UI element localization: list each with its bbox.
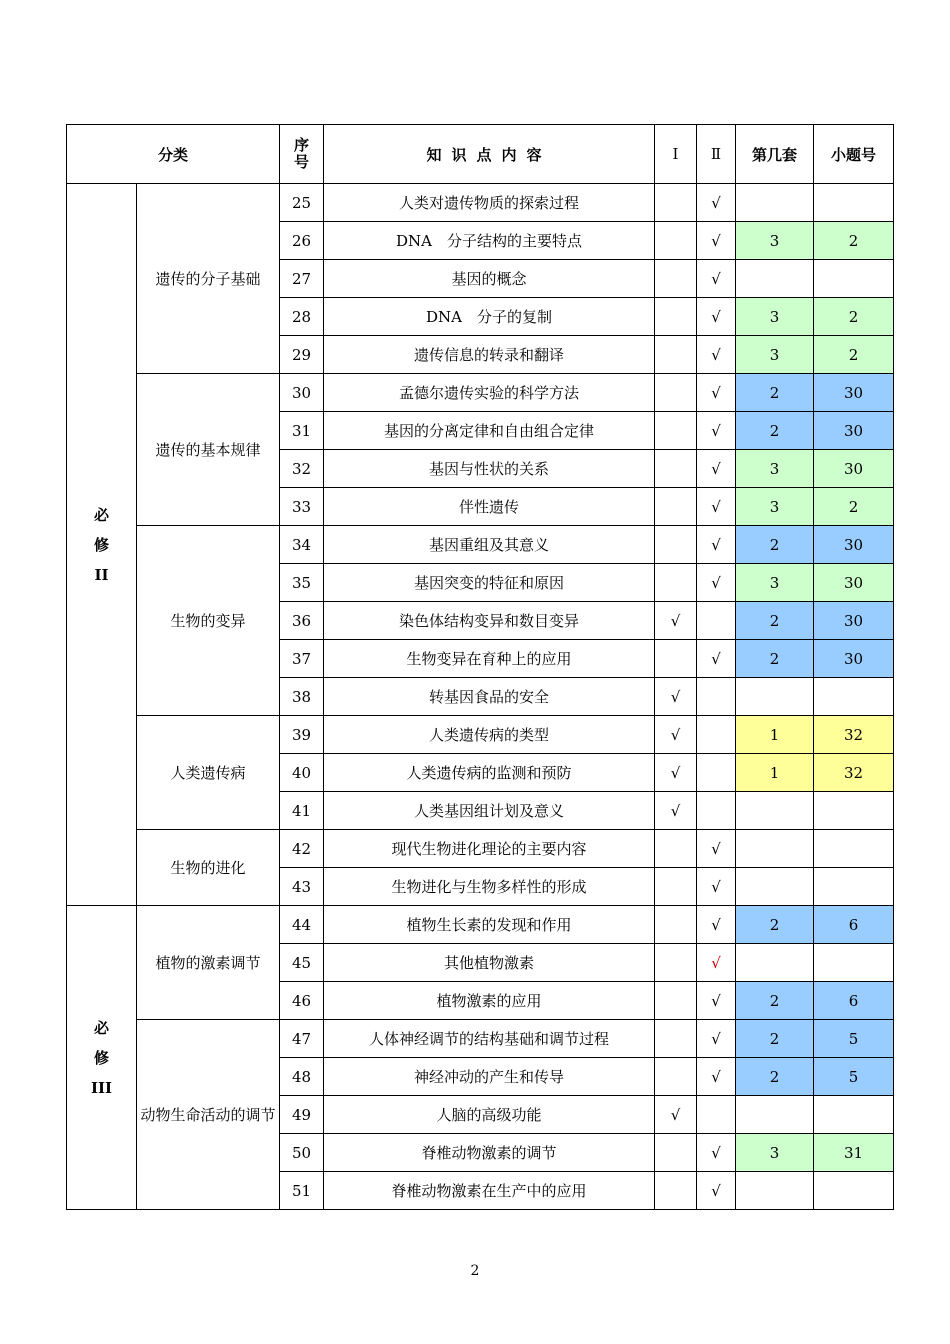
level1-cell: √ xyxy=(655,602,697,640)
question-cell xyxy=(814,260,894,298)
level1-cell xyxy=(655,944,697,982)
level2-cell: √ xyxy=(697,1020,736,1058)
level2-cell: √ xyxy=(697,982,736,1020)
set-cell: 1 xyxy=(736,716,814,754)
level2-cell: √ xyxy=(697,1058,736,1096)
question-cell xyxy=(814,868,894,906)
level2-cell: √ xyxy=(697,640,736,678)
subgroup-label: 生物的进化 xyxy=(137,830,280,906)
level1-cell: √ xyxy=(655,716,697,754)
level2-cell: √ xyxy=(697,944,736,982)
set-cell xyxy=(736,1172,814,1210)
header-level1: Ⅰ xyxy=(655,125,697,184)
set-cell: 3 xyxy=(736,564,814,602)
header-seq: 序 号 xyxy=(280,125,324,184)
seq-cell: 46 xyxy=(280,982,324,1020)
seq-cell: 25 xyxy=(280,184,324,222)
set-cell: 3 xyxy=(736,298,814,336)
seq-cell: 39 xyxy=(280,716,324,754)
level2-cell: √ xyxy=(697,488,736,526)
group-label: 必 修 III xyxy=(67,906,137,1210)
table-row xyxy=(67,906,894,944)
seq-cell: 37 xyxy=(280,640,324,678)
content-cell: 人脑的高级功能 xyxy=(324,1096,655,1134)
content-cell: DNA 分子结构的主要特点 xyxy=(324,222,655,260)
seq-cell: 44 xyxy=(280,906,324,944)
question-cell: 30 xyxy=(814,412,894,450)
set-cell: 2 xyxy=(736,526,814,564)
content-cell: 基因重组及其意义 xyxy=(324,526,655,564)
header-question: 小题号 xyxy=(814,125,894,184)
set-cell: 3 xyxy=(736,336,814,374)
content-cell: 人类基因组计划及意义 xyxy=(324,792,655,830)
level1-cell xyxy=(655,640,697,678)
level1-cell xyxy=(655,1058,697,1096)
level1-cell xyxy=(655,868,697,906)
level2-cell xyxy=(697,754,736,792)
content-cell: 生物进化与生物多样性的形成 xyxy=(324,868,655,906)
level2-cell: √ xyxy=(697,868,736,906)
level1-cell xyxy=(655,412,697,450)
level1-cell xyxy=(655,1172,697,1210)
seq-cell: 41 xyxy=(280,792,324,830)
content-cell: 基因突变的特征和原因 xyxy=(324,564,655,602)
page-number: 2 xyxy=(470,1263,480,1279)
question-cell: 30 xyxy=(814,374,894,412)
content-cell: 遗传信息的转录和翻译 xyxy=(324,336,655,374)
table-row xyxy=(67,526,894,564)
content-cell: 生物变异在育种上的应用 xyxy=(324,640,655,678)
seq-cell: 31 xyxy=(280,412,324,450)
level2-cell: √ xyxy=(697,260,736,298)
table-body xyxy=(67,184,894,1210)
set-cell xyxy=(736,260,814,298)
question-cell xyxy=(814,944,894,982)
level1-cell xyxy=(655,982,697,1020)
question-cell: 30 xyxy=(814,564,894,602)
question-cell: 6 xyxy=(814,906,894,944)
level1-cell: √ xyxy=(655,1096,697,1134)
set-cell: 3 xyxy=(736,450,814,488)
level2-cell: √ xyxy=(697,450,736,488)
level1-cell xyxy=(655,336,697,374)
level1-cell xyxy=(655,830,697,868)
question-cell: 2 xyxy=(814,298,894,336)
table-row xyxy=(67,830,894,868)
question-cell xyxy=(814,184,894,222)
seq-cell: 35 xyxy=(280,564,324,602)
content-cell: DNA 分子的复制 xyxy=(324,298,655,336)
content-cell: 神经冲动的产生和传导 xyxy=(324,1058,655,1096)
set-cell: 2 xyxy=(736,412,814,450)
seq-cell: 34 xyxy=(280,526,324,564)
seq-cell: 51 xyxy=(280,1172,324,1210)
seq-cell: 45 xyxy=(280,944,324,982)
content-cell: 基因的概念 xyxy=(324,260,655,298)
level2-cell xyxy=(697,678,736,716)
question-cell: 5 xyxy=(814,1020,894,1058)
question-cell xyxy=(814,1096,894,1134)
header-category: 分类 xyxy=(67,125,280,184)
question-cell: 2 xyxy=(814,336,894,374)
seq-cell: 28 xyxy=(280,298,324,336)
question-cell: 30 xyxy=(814,450,894,488)
level2-cell: √ xyxy=(697,184,736,222)
set-cell: 3 xyxy=(736,1134,814,1172)
seq-cell: 47 xyxy=(280,1020,324,1058)
content-cell: 人体神经调节的结构基础和调节过程 xyxy=(324,1020,655,1058)
content-cell: 基因与性状的关系 xyxy=(324,450,655,488)
level1-cell xyxy=(655,906,697,944)
seq-cell: 32 xyxy=(280,450,324,488)
set-cell: 2 xyxy=(736,640,814,678)
content-cell: 脊椎动物激素的调节 xyxy=(324,1134,655,1172)
content-cell: 伴性遗传 xyxy=(324,488,655,526)
level1-cell xyxy=(655,298,697,336)
level2-cell: √ xyxy=(697,1134,736,1172)
set-cell xyxy=(736,868,814,906)
question-cell: 30 xyxy=(814,526,894,564)
seq-cell: 49 xyxy=(280,1096,324,1134)
seq-cell: 30 xyxy=(280,374,324,412)
set-cell xyxy=(736,184,814,222)
level1-cell xyxy=(655,1020,697,1058)
seq-cell: 50 xyxy=(280,1134,324,1172)
group-label: 必 修 II xyxy=(67,184,137,906)
header-row xyxy=(67,125,894,184)
question-cell xyxy=(814,830,894,868)
level1-cell xyxy=(655,184,697,222)
question-cell: 6 xyxy=(814,982,894,1020)
seq-cell: 27 xyxy=(280,260,324,298)
question-cell: 32 xyxy=(814,754,894,792)
question-cell: 30 xyxy=(814,640,894,678)
seq-cell: 48 xyxy=(280,1058,324,1096)
set-cell: 2 xyxy=(736,906,814,944)
subgroup-label: 遗传的基本规律 xyxy=(137,374,280,526)
level1-cell xyxy=(655,222,697,260)
content-cell: 脊椎动物激素在生产中的应用 xyxy=(324,1172,655,1210)
knowledge-table xyxy=(66,124,894,1210)
set-cell: 2 xyxy=(736,1020,814,1058)
subgroup-label: 生物的变异 xyxy=(137,526,280,716)
level1-cell xyxy=(655,450,697,488)
seq-cell: 36 xyxy=(280,602,324,640)
content-cell: 现代生物进化理论的主要内容 xyxy=(324,830,655,868)
content-cell: 基因的分离定律和自由组合定律 xyxy=(324,412,655,450)
level1-cell xyxy=(655,374,697,412)
table-row xyxy=(67,1020,894,1058)
set-cell xyxy=(736,1096,814,1134)
question-cell: 31 xyxy=(814,1134,894,1172)
question-cell xyxy=(814,792,894,830)
question-cell: 32 xyxy=(814,716,894,754)
set-cell: 3 xyxy=(736,488,814,526)
subgroup-label: 人类遗传病 xyxy=(137,716,280,830)
question-cell: 5 xyxy=(814,1058,894,1096)
subgroup-label: 动物生命活动的调节 xyxy=(137,1020,280,1210)
level1-cell: √ xyxy=(655,754,697,792)
subgroup-label: 遗传的分子基础 xyxy=(137,184,280,374)
header-level2: Ⅱ xyxy=(697,125,736,184)
content-cell: 转基因食品的安全 xyxy=(324,678,655,716)
set-cell xyxy=(736,678,814,716)
level1-cell xyxy=(655,1134,697,1172)
seq-cell: 33 xyxy=(280,488,324,526)
seq-cell: 26 xyxy=(280,222,324,260)
set-cell: 2 xyxy=(736,1058,814,1096)
table-row xyxy=(67,184,894,222)
level2-cell xyxy=(697,602,736,640)
level2-cell xyxy=(697,792,736,830)
subgroup-label: 植物的激素调节 xyxy=(137,906,280,1020)
level1-cell: √ xyxy=(655,792,697,830)
content-cell: 人类对遗传物质的探索过程 xyxy=(324,184,655,222)
level2-cell: √ xyxy=(697,906,736,944)
content-cell: 植物生长素的发现和作用 xyxy=(324,906,655,944)
level2-cell: √ xyxy=(697,336,736,374)
level2-cell: √ xyxy=(697,526,736,564)
content-cell: 人类遗传病的监测和预防 xyxy=(324,754,655,792)
question-cell xyxy=(814,678,894,716)
set-cell xyxy=(736,830,814,868)
question-cell xyxy=(814,1172,894,1210)
content-cell: 人类遗传病的类型 xyxy=(324,716,655,754)
level2-cell: √ xyxy=(697,564,736,602)
level1-cell xyxy=(655,260,697,298)
level2-cell: √ xyxy=(697,298,736,336)
header-content: 知识点内容 xyxy=(324,125,655,184)
level1-cell xyxy=(655,488,697,526)
table-row xyxy=(67,716,894,754)
seq-cell: 40 xyxy=(280,754,324,792)
level2-cell: √ xyxy=(697,222,736,260)
seq-cell: 42 xyxy=(280,830,324,868)
content-cell: 植物激素的应用 xyxy=(324,982,655,1020)
level1-cell: √ xyxy=(655,678,697,716)
seq-cell: 38 xyxy=(280,678,324,716)
question-cell: 2 xyxy=(814,488,894,526)
content-cell: 染色体结构变异和数目变异 xyxy=(324,602,655,640)
table-row xyxy=(67,374,894,412)
level2-cell xyxy=(697,1096,736,1134)
level2-cell xyxy=(697,716,736,754)
level2-cell: √ xyxy=(697,374,736,412)
question-cell: 2 xyxy=(814,222,894,260)
set-cell: 3 xyxy=(736,222,814,260)
content-cell: 其他植物激素 xyxy=(324,944,655,982)
set-cell: 2 xyxy=(736,374,814,412)
level2-cell: √ xyxy=(697,1172,736,1210)
set-cell: 2 xyxy=(736,602,814,640)
question-cell: 30 xyxy=(814,602,894,640)
seq-cell: 29 xyxy=(280,336,324,374)
level1-cell xyxy=(655,564,697,602)
set-cell: 1 xyxy=(736,754,814,792)
set-cell xyxy=(736,792,814,830)
content-cell: 孟德尔遗传实验的科学方法 xyxy=(324,374,655,412)
level2-cell: √ xyxy=(697,830,736,868)
level2-cell: √ xyxy=(697,412,736,450)
header-set: 第几套 xyxy=(736,125,814,184)
level1-cell xyxy=(655,526,697,564)
seq-cell: 43 xyxy=(280,868,324,906)
set-cell: 2 xyxy=(736,982,814,1020)
set-cell xyxy=(736,944,814,982)
